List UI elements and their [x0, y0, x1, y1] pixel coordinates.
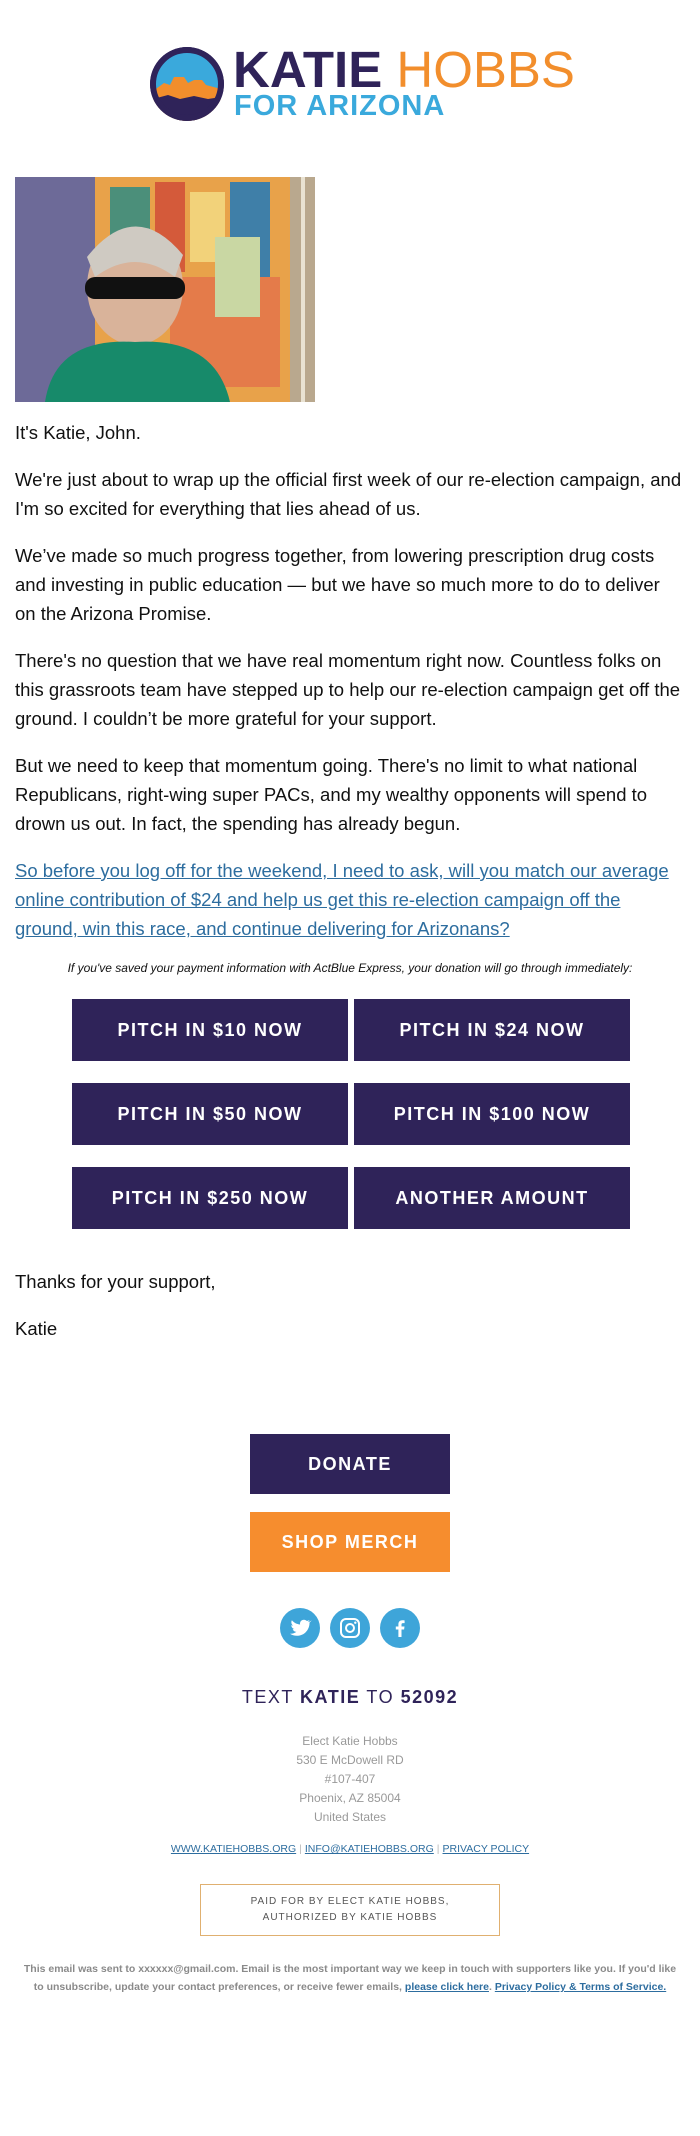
unsubscribe-link[interactable]: please click here [404, 1981, 489, 1993]
twitter-icon[interactable] [280, 1608, 320, 1648]
donation-ask-link[interactable]: So before you log off for the weekend, I need to ask, will you match our average online contribution of $24 and help us get this re-election campaign off the ground, win this race, and continue delivering for Arizonans? [15, 860, 669, 939]
footer-text: This email was sent to xxxxxx@gmail.com. Email is the most important way we keep in touch with supporters like you. If you'd like to unsubscribe, update your contact preferences, or receive fewer emails, [23, 1963, 677, 1993]
text-shortcode: 52092 [400, 1687, 459, 1707]
paragraph-1: We're just about to wrap up the official first week of our re-election campaign, and I'm so excited for everything that lies ahead of us. [15, 469, 682, 519]
link-separator: | [299, 1843, 302, 1855]
unsubscribe-footer [20, 1960, 680, 1996]
email-link[interactable]: INFO@KATIEHOBBS.ORG [304, 1843, 434, 1855]
instagram-icon[interactable] [330, 1608, 370, 1648]
text-to-join [0, 1687, 700, 1708]
shop-merch-button[interactable]: SHOP MERCH [250, 1512, 450, 1572]
mailing-address [0, 1732, 700, 1827]
privacy-policy-link[interactable]: PRIVACY POLICY [442, 1843, 530, 1855]
pitch-in-10-button[interactable]: PITCH IN $10 NOW [72, 999, 348, 1061]
pitch-in-50-button[interactable]: PITCH IN $50 NOW [72, 1083, 348, 1145]
address-country: United States [313, 1810, 387, 1824]
paragraph-4: But we need to keep that momentum going. There's no limit to what national Republicans, right-wing super PACs, and my wealthy opponents will spend to drown us out. In fact, the spending has already begun. [15, 755, 648, 834]
donate-button[interactable]: DONATE [250, 1434, 450, 1494]
closing [15, 1267, 685, 1361]
paid-for-disclaimer [200, 1884, 500, 1936]
pitch-in-250-button[interactable]: PITCH IN $250 NOW [72, 1167, 348, 1229]
text-keyword: KATIE [300, 1687, 361, 1707]
thanks-text: Thanks for your support, [15, 1271, 216, 1292]
address-city: Phoenix, AZ 85004 [299, 1791, 401, 1805]
paragraph-2: We’ve made so much progress together, from lowering prescription drug costs and investing in public education — but we have so much more to do to deliver on the Arizona Promise. [15, 545, 660, 624]
pitch-in-100-button[interactable]: PITCH IN $100 NOW [354, 1083, 630, 1145]
logo-hobbs: HOBBS [396, 41, 575, 98]
logo-katie: KATIE [233, 41, 383, 98]
paid-for-line-1: PAID FOR BY ELECT KATIE HOBBS, [250, 1896, 450, 1907]
logo-tagline: FOR ARIZONA [234, 90, 446, 122]
privacy-terms-link[interactable]: Privacy Policy & Terms of Service. [494, 1981, 667, 1993]
greeting: It's Katie, John. [15, 422, 141, 443]
footer-links [0, 1843, 700, 1855]
arizona-landscape-icon [150, 47, 224, 121]
email-body [15, 418, 685, 961]
link-separator: | [436, 1843, 440, 1855]
address-name: Elect Katie Hobbs [302, 1734, 398, 1748]
paid-for-line-2: AUTHORIZED BY KATIE HOBBS [262, 1912, 438, 1923]
facebook-icon[interactable] [380, 1608, 420, 1648]
paragraph-3: There's no question that we have real momentum right now. Countless folks on this grassroots team have stepped up to help our re-election campaign get off the ground. I couldn’t be more grateful for your support. [15, 650, 681, 729]
address-street: 530 E McDowell RD [296, 1753, 404, 1767]
signature: Katie [15, 1318, 58, 1339]
pitch-in-24-button[interactable]: PITCH IN $24 NOW [354, 999, 630, 1061]
ask-paragraph [15, 856, 685, 943]
website-link[interactable]: WWW.KATIEHOBBS.ORG [170, 1843, 297, 1855]
hero-photo [15, 177, 315, 402]
footer-dot: . [488, 1981, 492, 1993]
another-amount-button[interactable]: ANOTHER AMOUNT [354, 1167, 630, 1229]
actblue-express-note: If you've saved your payment information with ActBlue Express, your donation will go through immediately: [67, 961, 633, 975]
campaign-logo [0, 40, 700, 130]
text-label: TEXT [241, 1687, 294, 1707]
address-suite: #107-407 [324, 1772, 376, 1786]
text-to-label: TO [366, 1687, 395, 1707]
